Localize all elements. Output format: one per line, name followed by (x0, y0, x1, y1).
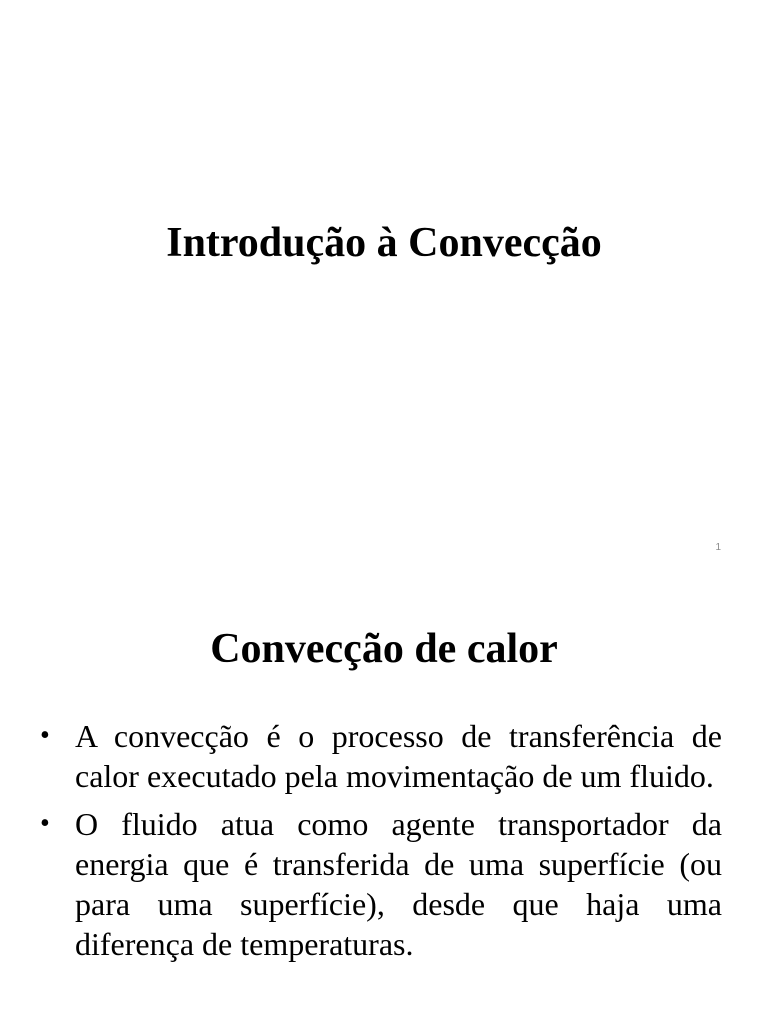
bullet-item (40, 716, 722, 796)
bullet-text: A convecção é o processo de transferência de calor executado pela movimentação de um fluido. (75, 718, 722, 794)
slide-2-title: Convecção de calor (210, 626, 558, 672)
slide-2 (0, 576, 768, 1024)
bullet-item (40, 804, 722, 964)
bullet-icon: • (40, 720, 50, 751)
bullet-text: O fluido atua como agente transportador da energia que é transferida de uma superfície (ou para uma superfície), desde que haja uma diferença de temperaturas. (75, 806, 722, 962)
slide-1-title: Introdução à Convecção (166, 220, 602, 266)
slide-number: 1 (715, 542, 721, 553)
bullet-icon: • (40, 808, 50, 839)
bullet-list (40, 716, 722, 972)
